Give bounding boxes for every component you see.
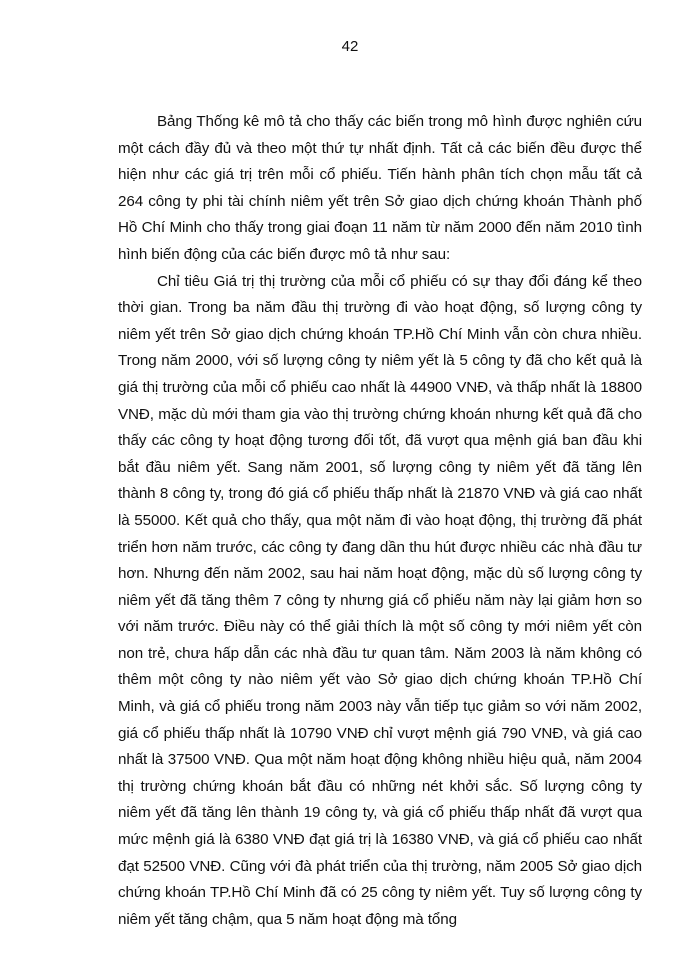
document-body — [118, 109, 642, 933]
paragraph-descriptive-statistics-intro: Bảng Thống kê mô tả cho thấy các biến trong mô hình được nghiên cứu một cách đầy đủ và theo một thứ tự nhất định. Tất cả các biến đều được thể hiện như các giá trị trên mỗi cổ phiếu. Tiến hành phân tích chọn mẫu tất cả 264 công ty phi tài chính niêm yết trên Sở giao dịch chứng khoán Thành phố Hồ Chí Minh cho thấy trong giai đoạn 11 năm từ năm 2000 đến năm 2010 tình hình biến động của các biến được mô tả như sau: — [118, 113, 642, 263]
paragraph-market-value-analysis: Chỉ tiêu Giá trị thị trường của mỗi cổ phiếu có sự thay đổi đáng kể theo thời gian. Trong ba năm đầu thị trường đi vào hoạt động, số lượng công ty niêm yết trên Sở giao dịch chứng khoán TP.Hồ Chí Minh vẫn còn chưa nhiều. Trong năm 2000, với số lượng công ty niêm yết là 5 công ty đã cho kết quả là giá thị trường của mỗi cổ phiếu cao nhất là 44900 VNĐ, và thấp nhất là 18800 VNĐ, mặc dù mới tham gia vào thị trường chứng khoán nhưng kết quả đã cho thấy các công ty hoạt động tương đối tốt, đã vượt qua mệnh giá ban đầu khi bắt đầu niêm yết. Sang năm 2001, số lượng công ty niêm yết đã tăng lên thành 8 công ty, trong đó giá cổ phiếu thấp nhất là 21870 VNĐ và giá cao nhất là 55000. Kết quả cho thấy, qua một năm đi vào hoạt động, thị trường đã phát triển hơn năm trước, các công ty đang dần thu hút được nhiều các nhà đầu tư hơn. Nhưng đến năm 2002, sau hai năm hoạt động, mặc dù số lượng công ty niêm yết đã tăng thêm 7 công ty nhưng giá cổ phiếu năm này lại giảm hơn so với năm trước. Điều này có thể giải thích là một số công ty mới niêm yết còn non trẻ, chưa hấp dẫn các nhà đầu tư quan tâm. Năm 2003 là năm không có thêm một công ty nào niêm yết vào Sở giao dịch chứng khoán TP.Hồ Chí Minh, và giá cổ phiếu trong năm 2003 này vẫn tiếp tục giảm so với năm 2002, giá cổ phiếu thấp nhất là 10790 VNĐ chỉ vượt mệnh giá 790 VNĐ, và giá cao nhất là 37500 VNĐ. Qua một năm hoạt động không nhiều hiệu quả, năm 2004 thị trường chứng khoán bắt đầu có những nét khởi sắc. Số lượng công ty niêm yết đã tăng lên thành 19 công ty, và giá cổ phiếu thấp nhất đã vượt qua mức mệnh giá là 6380 VNĐ đạt giá trị là 16380 VNĐ, và giá cổ phiếu cao nhất đạt 52500 VNĐ. Cũng với đà phát triển của thị trường, năm 2005 Sở giao dịch chứng khoán TP.Hồ Chí Minh đã có 25 công ty niêm yết. Tuy số lượng công ty niêm yết tăng chậm, qua 5 năm hoạt động mà tổng — [118, 272, 642, 928]
page-number: 42 — [341, 38, 359, 55]
